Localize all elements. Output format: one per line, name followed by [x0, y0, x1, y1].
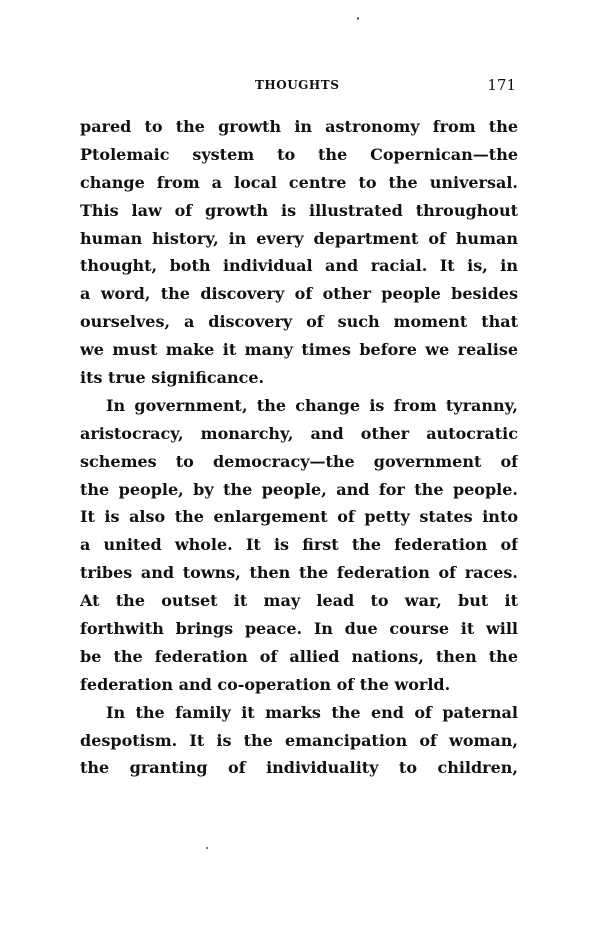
- ink-speck: [206, 847, 208, 849]
- text-line: Ptolemaic system to the Copernican—the: [80, 144, 518, 164]
- running-head: THOUGHTS: [255, 78, 340, 92]
- text-line: change from a local centre to the universal.: [80, 172, 518, 192]
- text-line: It is also the enlargement of petty states into: [80, 507, 518, 527]
- text-line: a united whole. It is first the federation of: [80, 535, 518, 555]
- text-line: In government, the change is from tyranny,: [106, 395, 518, 415]
- text-line: we must make it many times before we realise: [80, 340, 518, 360]
- ink-speck: [357, 17, 359, 20]
- text-line: tribes and towns, then the federation of races.: [80, 563, 518, 583]
- text-line: pared to the growth in astronomy from the: [80, 117, 518, 136]
- text-line: forthwith brings peace. In due course it will: [80, 619, 518, 639]
- paragraph: [80, 699, 518, 783]
- text-line: This law of growth is illustrated throughout: [80, 200, 518, 220]
- text-line: despotism. It is the emancipation of woman,: [80, 730, 518, 750]
- text-line: thought, both individual and racial. It is, in: [80, 256, 518, 276]
- text-line: the granting of individuality to children,: [80, 758, 518, 778]
- text-line: human history, in every department of human: [80, 228, 518, 248]
- text-line: In the family it marks the end of paternal: [106, 702, 518, 722]
- text-line: schemes to democracy—the government of: [80, 451, 518, 471]
- text-line: its true significance.: [80, 368, 265, 388]
- paragraph: [80, 392, 518, 699]
- paragraph: [80, 113, 518, 392]
- text-line: a word, the discovery of other people besides: [80, 284, 518, 304]
- text-line: ourselves, a discovery of such moment that: [80, 312, 518, 332]
- text-line: At the outset it may lead to war, but it: [80, 591, 518, 611]
- text-line: federation and co-operation of the world.: [80, 674, 451, 694]
- text-line: aristocracy, monarchy, and other autocratic: [80, 423, 518, 443]
- page-header: [80, 76, 518, 98]
- page-number: 171: [487, 76, 516, 94]
- text-line: be the federation of allied nations, then the: [80, 646, 518, 666]
- body-text: [80, 113, 518, 782]
- text-line: the people, by the people, and for the people.: [80, 479, 518, 499]
